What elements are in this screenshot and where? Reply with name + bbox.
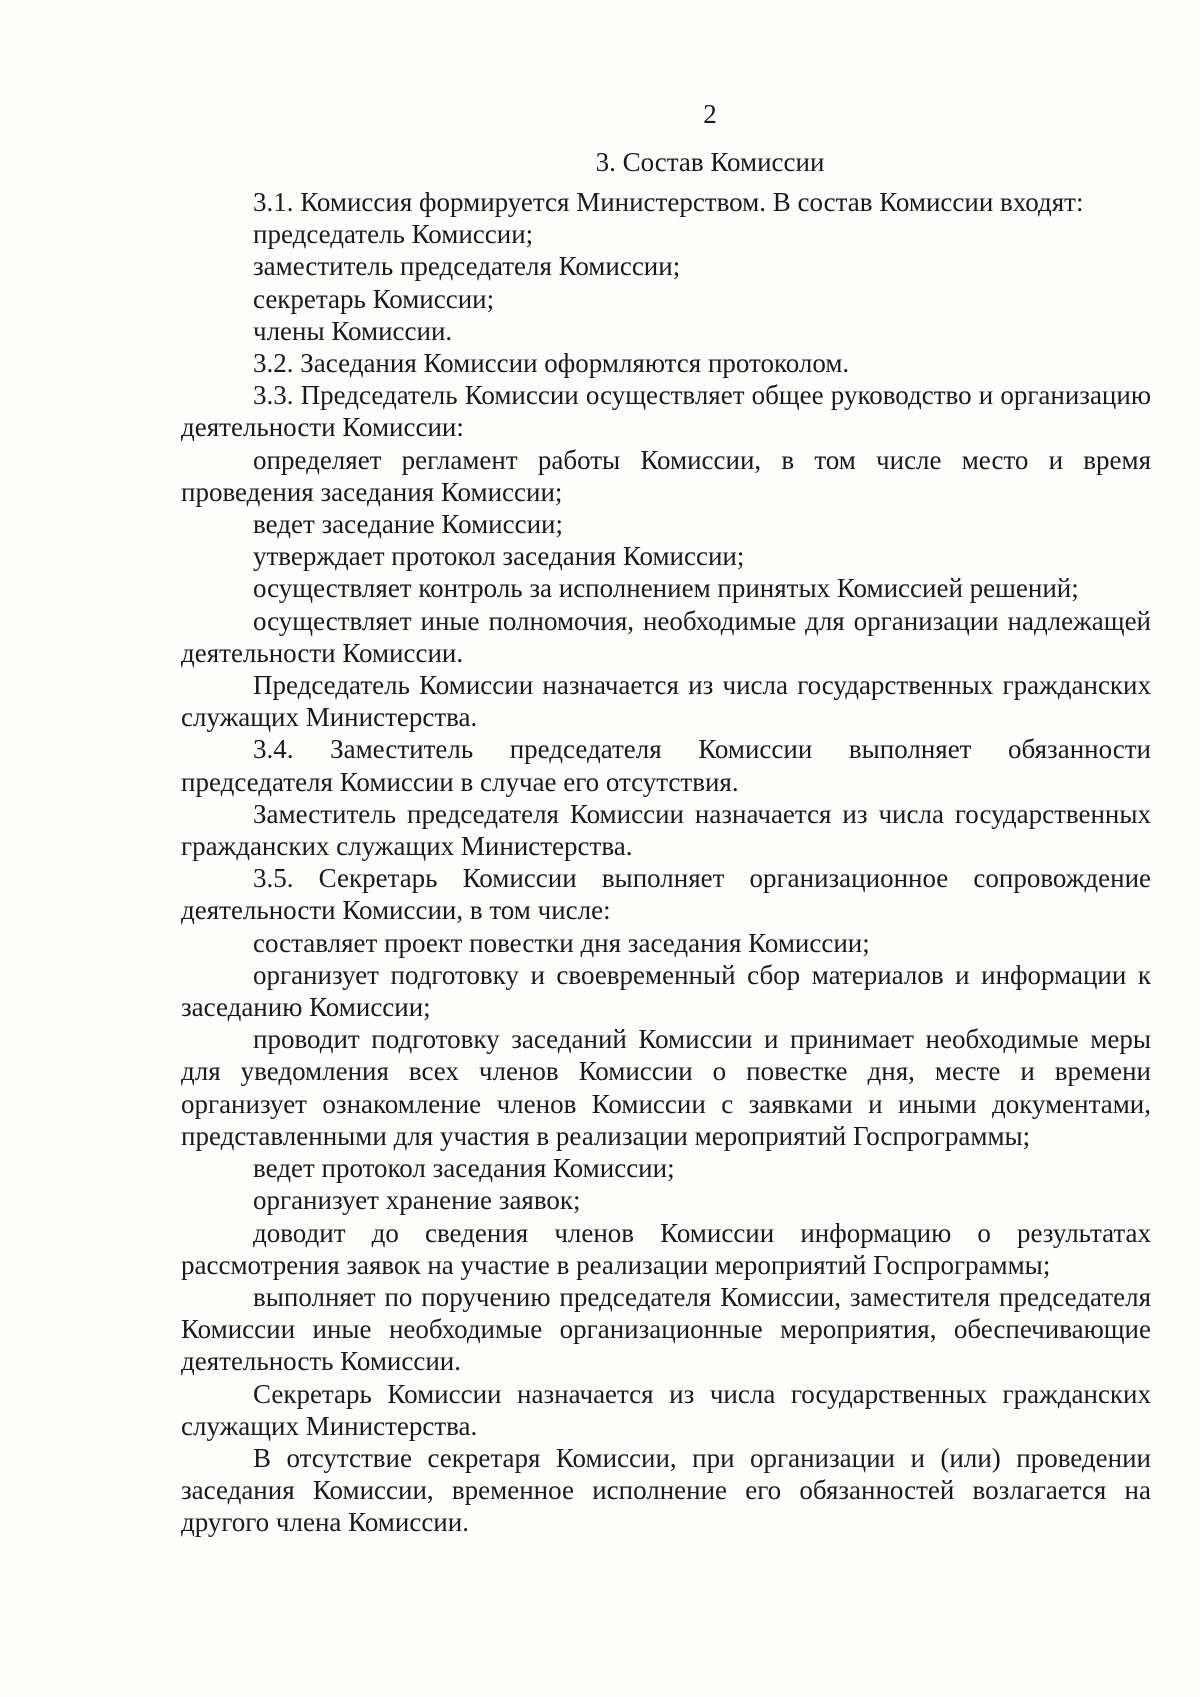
paragraph-3-5: 3.5. Секретарь Комиссии выполняет организационное сопровождение деятельности Комиссии, в том числе: <box>181 863 1151 926</box>
paragraph-deputy-appointment: Заместитель председателя Комиссии назначается из числа государственных гражданских служащих Министерства. <box>181 798 1151 862</box>
list-item-keeps-protocol: ведет протокол заседания Комиссии; <box>253 1153 675 1184</box>
list-item-regulation: определяет регламент работы Комиссии, в том числе место и время проведения заседания Комиссии; <box>181 444 1151 507</box>
document-body <box>181 186 1151 1539</box>
list-item-materials: организует подготовку и своевременный сбор материалов и информации к заседанию Комиссии; <box>181 959 1151 1023</box>
paragraph-3-1: 3.1. Комиссия формируется Министерством. В состав Комиссии входят: <box>253 187 1084 217</box>
list-item-conducts-meeting: ведет заседание Комиссии; <box>253 509 563 540</box>
list-item-storage: организует хранение заявок; <box>253 1185 581 1216</box>
list-item-agenda-draft: составляет проект повестки дня заседания Комиссии; <box>253 927 870 958</box>
list-item-members: члены Комиссии. <box>253 315 453 346</box>
section-title: 3. Состав Комиссии <box>595 147 825 177</box>
list-item-deputy-chairman: заместитель председателя Комиссии; <box>253 251 681 282</box>
list-item-informs: доводит до сведения членов Комиссии информацию о результатах рассмотрения заявок на участие в реализации мероприятий Госпрограммы; <box>181 1217 1151 1280</box>
paragraph-3-2: 3.2. Заседания Комиссии оформляются протоколом. <box>253 348 850 379</box>
list-item-preparation: проводит подготовку заседаний Комиссии и принимает необходимые меры для уведомления всех членов Комиссии о повестке дня, месте и времени организует ознакомление членов Комиссии с заявками и иными документами, представленными для участия в реализации мероприятий Госпрограммы; <box>181 1024 1151 1151</box>
paragraph-3-3: 3.3. Председатель Комиссии осуществляет общее руководство и организацию деятельности Комиссии: <box>181 380 1151 443</box>
list-item-other-activities: выполняет по поручению председателя Комиссии, заместителя председателя Комиссии иные необходимые организационные мероприятия, обеспечивающие деятельность Комиссии. <box>181 1281 1151 1377</box>
paragraph-secretary-appointment: Секретарь Комиссии назначается из числа государственных гражданских служащих Министерства. <box>181 1378 1151 1441</box>
list-item-approves-protocol: утверждает протокол заседания Комиссии; <box>253 541 745 572</box>
list-item-control: осуществляет контроль за исполнением принятых Комиссией решений; <box>253 573 1079 604</box>
list-item-chairman: председатель Комиссии; <box>253 219 534 250</box>
paragraph-secretary-absence: В отсутствие секретаря Комиссии, при организации и (или) проведении заседания Комиссии, временное исполнение его обязанностей возлагается на другого члена Комиссии. <box>181 1442 1151 1538</box>
paragraph-3-4: 3.4. Заместитель председателя Комиссии выполняет обязанности председателя Комиссии в случае его отсутствия. <box>181 734 1151 797</box>
paragraph-chairman-appointment: Председатель Комиссии назначается из числа государственных гражданских служащих Министерства. <box>181 670 1151 733</box>
list-item-secretary: секретарь Комиссии; <box>253 283 495 314</box>
page-number: 2 <box>703 99 717 129</box>
list-item-other-powers: осуществляет иные полномочия, необходимые для организации надлежащей деятельности Комиссии. <box>181 605 1151 668</box>
